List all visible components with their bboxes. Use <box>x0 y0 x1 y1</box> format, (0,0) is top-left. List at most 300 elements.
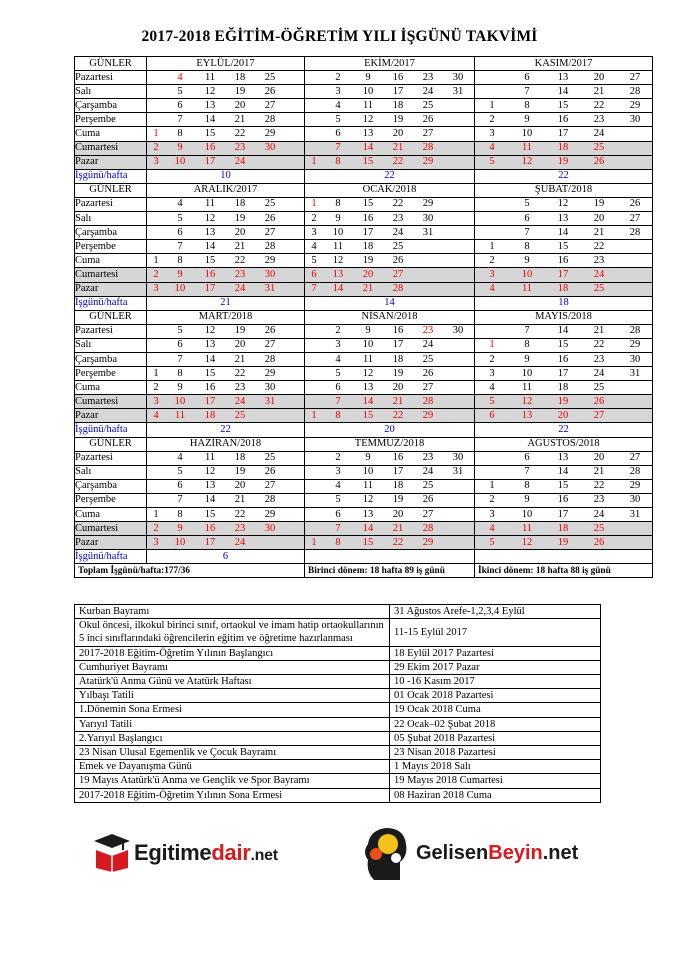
event-row <box>75 660 601 674</box>
event-date: 08 Haziran 2018 Cuma <box>390 788 601 802</box>
date-value: 14 <box>362 142 374 154</box>
day-name: Çarşamba <box>75 226 147 240</box>
month-days-cell <box>475 409 653 423</box>
month-days-cell <box>147 465 305 479</box>
date-value: 2 <box>489 494 495 506</box>
date-value: 20 <box>593 71 605 83</box>
date-value: 18 <box>392 99 404 111</box>
date-value: 6 <box>311 268 317 280</box>
workdays-value: 22 <box>475 423 653 437</box>
week-row <box>75 352 653 366</box>
date-value: 3 <box>335 85 341 97</box>
date-value: 25 <box>234 409 246 421</box>
month-days-cell <box>305 479 475 493</box>
calendar-table <box>74 56 653 578</box>
date-value: 20 <box>234 339 246 351</box>
date-value: 2 <box>489 113 495 125</box>
date-value: 14 <box>362 522 374 534</box>
date-value: 12 <box>362 113 374 125</box>
week-row <box>75 85 653 99</box>
date-value: 6 <box>177 480 183 492</box>
date-value: 31 <box>452 85 464 97</box>
date-value: 10 <box>174 536 186 548</box>
day-name: Pazar <box>75 155 147 169</box>
date-value: 21 <box>593 226 605 238</box>
workdays-label: İşgünü/hafta <box>75 296 147 310</box>
month-days-cell <box>475 212 653 226</box>
event-date: 11-15 Eylül 2017 <box>390 619 601 646</box>
date-value: 1 <box>153 254 159 266</box>
day-name: Salı <box>75 85 147 99</box>
month-days-cell <box>475 127 653 141</box>
month-days-cell <box>147 113 305 127</box>
date-value: 16 <box>557 113 569 125</box>
date-value: 9 <box>524 494 530 506</box>
month-days-cell <box>305 254 475 268</box>
day-name: Perşembe <box>75 367 147 381</box>
day-name: Salı <box>75 338 147 352</box>
day-name: Cuma <box>75 254 147 268</box>
event-row <box>75 605 601 619</box>
date-value: 24 <box>234 283 246 295</box>
workdays-value: 6 <box>147 550 305 564</box>
month-days-cell <box>475 99 653 113</box>
second-term-summary: İkinci dönem: 18 hafta 88 iş günü <box>475 564 653 578</box>
event-name: 19 Mayıs Atatürk'ü Anma ve Gençlik ve Spor Bayramı <box>75 774 390 788</box>
date-value: 17 <box>392 339 404 351</box>
date-value: 4 <box>489 381 495 393</box>
date-value: 8 <box>524 99 530 111</box>
date-value: 18 <box>362 240 374 252</box>
date-value: 12 <box>521 395 533 407</box>
event-date: 01 Ocak 2018 Pazartesi <box>390 689 601 703</box>
date-value: 6 <box>177 339 183 351</box>
week-row <box>75 197 653 211</box>
month-days-cell <box>475 268 653 282</box>
month-days-cell <box>305 409 475 423</box>
date-value: 22 <box>234 128 246 140</box>
date-value: 28 <box>422 142 434 154</box>
month-days-cell <box>475 282 653 296</box>
month-days-cell <box>475 508 653 522</box>
date-value: 29 <box>629 99 641 111</box>
date-value: 16 <box>557 494 569 506</box>
date-value: 19 <box>362 254 374 266</box>
date-value: 3 <box>489 508 495 520</box>
date-value: 7 <box>524 466 530 478</box>
date-value: 9 <box>177 381 183 393</box>
event-date: 31 Ağustos Arefe-1,2,3,4 Eylül <box>390 605 601 619</box>
week-row <box>75 155 653 169</box>
date-value: 15 <box>557 99 569 111</box>
week-row <box>75 127 653 141</box>
month-days-cell <box>305 141 475 155</box>
date-value: 24 <box>593 268 605 280</box>
date-value: 18 <box>392 480 404 492</box>
event-name: Okul öncesi, ilkokul birinci sınıf, ortaokul ve imam hatip ortaokullarının 5 inci sınıflarındaki öğrencilerin eğitim ve öğretime hazırlanması <box>75 619 390 646</box>
date-value: 5 <box>524 198 530 210</box>
date-value: 23 <box>593 353 605 365</box>
date-value: 14 <box>204 494 216 506</box>
date-value: 3 <box>335 339 341 351</box>
date-value: 29 <box>264 367 276 379</box>
month-days-cell <box>475 367 653 381</box>
month-header: MART/2018 <box>147 310 305 324</box>
month-days-cell <box>475 254 653 268</box>
egitimedair-logo: Egitimedair.net <box>92 832 312 872</box>
date-value: 6 <box>489 409 495 421</box>
date-value: 12 <box>557 198 569 210</box>
date-value: 30 <box>264 268 276 280</box>
date-value: 27 <box>422 128 434 140</box>
date-value: 10 <box>521 268 533 280</box>
date-value: 4 <box>335 480 341 492</box>
date-value: 17 <box>204 156 216 168</box>
date-value: 2 <box>153 381 159 393</box>
workdays-value: 22 <box>475 169 653 183</box>
graduation-book-icon <box>92 832 132 872</box>
first-term-summary: Birinci dönem: 18 hafta 89 iş günü <box>305 564 475 578</box>
date-value: 3 <box>311 226 317 238</box>
month-days-cell <box>475 155 653 169</box>
day-name: Cumartesi <box>75 395 147 409</box>
date-value: 19 <box>234 325 246 337</box>
date-value: 6 <box>524 452 530 464</box>
date-value: 26 <box>264 85 276 97</box>
event-name: Kurban Bayramı <box>75 605 390 619</box>
date-value: 16 <box>204 381 216 393</box>
date-value: 26 <box>593 395 605 407</box>
date-value: 5 <box>177 212 183 224</box>
date-value: 21 <box>593 85 605 97</box>
date-value: 2 <box>311 212 317 224</box>
date-value: 1 <box>153 128 159 140</box>
date-value: 8 <box>524 240 530 252</box>
date-value: 21 <box>234 494 246 506</box>
date-value: 26 <box>629 198 641 210</box>
date-value: 16 <box>362 212 374 224</box>
date-value: 4 <box>335 99 341 111</box>
date-value: 23 <box>422 325 434 337</box>
date-value: 4 <box>177 198 183 210</box>
date-value: 8 <box>177 128 183 140</box>
date-value: 3 <box>489 367 495 379</box>
month-header: HAZİRAN/2018 <box>147 437 305 451</box>
date-value: 21 <box>593 325 605 337</box>
month-days-cell <box>147 85 305 99</box>
month-days-cell <box>475 113 653 127</box>
date-value: 10 <box>362 85 374 97</box>
event-row <box>75 703 601 717</box>
date-value: 24 <box>422 339 434 351</box>
date-value: 25 <box>593 381 605 393</box>
date-value: 9 <box>524 254 530 266</box>
month-days-cell <box>147 127 305 141</box>
event-row <box>75 788 601 802</box>
month-days-cell <box>147 451 305 465</box>
day-name: Cuma <box>75 127 147 141</box>
event-date: 29 Ekim 2017 Pazar <box>390 660 601 674</box>
month-days-cell <box>147 508 305 522</box>
date-value: 20 <box>593 452 605 464</box>
date-value: 20 <box>234 226 246 238</box>
date-value: 29 <box>629 339 641 351</box>
date-value: 11 <box>362 99 374 111</box>
date-value: 13 <box>362 508 374 520</box>
week-row <box>75 240 653 254</box>
date-value: 12 <box>204 212 216 224</box>
date-value: 13 <box>362 381 374 393</box>
date-value: 20 <box>593 212 605 224</box>
date-value: 11 <box>362 353 374 365</box>
date-value: 15 <box>204 128 216 140</box>
date-value: 12 <box>521 156 533 168</box>
date-value: 6 <box>177 226 183 238</box>
event-row <box>75 731 601 745</box>
month-days-cell <box>305 493 475 507</box>
date-value: 17 <box>204 395 216 407</box>
workdays-value: 21 <box>147 296 305 310</box>
month-days-cell <box>147 479 305 493</box>
date-value: 25 <box>264 198 276 210</box>
event-name: 2017-2018 Eğitim-Öğretim Yılının Başlangıcı <box>75 646 390 660</box>
date-value: 15 <box>557 339 569 351</box>
date-value: 29 <box>264 254 276 266</box>
date-value: 31 <box>264 283 276 295</box>
date-value: 2 <box>153 142 159 154</box>
date-value: 29 <box>264 508 276 520</box>
day-name: Çarşamba <box>75 479 147 493</box>
date-value: 22 <box>392 156 404 168</box>
month-days-cell <box>147 536 305 550</box>
month-days-cell <box>475 465 653 479</box>
date-value: 2 <box>335 452 341 464</box>
date-value: 21 <box>234 240 246 252</box>
week-row <box>75 338 653 352</box>
date-value: 31 <box>452 466 464 478</box>
date-value: 8 <box>177 508 183 520</box>
month-days-cell <box>305 113 475 127</box>
month-days-cell <box>147 155 305 169</box>
date-value: 7 <box>177 353 183 365</box>
date-value: 30 <box>629 353 641 365</box>
date-value: 13 <box>204 480 216 492</box>
month-days-cell <box>475 85 653 99</box>
date-value: 1 <box>153 508 159 520</box>
month-days-cell <box>305 522 475 536</box>
date-value: 16 <box>557 353 569 365</box>
month-days-cell <box>147 352 305 366</box>
date-value: 11 <box>204 71 216 83</box>
date-value: 20 <box>234 99 246 111</box>
date-value: 7 <box>335 395 341 407</box>
week-row <box>75 71 653 85</box>
date-value: 6 <box>335 381 341 393</box>
month-header: MAYIS/2018 <box>475 310 653 324</box>
date-value: 5 <box>489 395 495 407</box>
date-value: 12 <box>204 85 216 97</box>
date-value: 18 <box>234 71 246 83</box>
date-value: 27 <box>264 480 276 492</box>
date-value: 20 <box>362 268 374 280</box>
date-value: 5 <box>177 85 183 97</box>
date-value: 14 <box>557 325 569 337</box>
date-value: 29 <box>629 480 641 492</box>
date-value: 5 <box>311 254 317 266</box>
date-value: 1 <box>489 480 495 492</box>
week-row <box>75 282 653 296</box>
total-workdays: Toplam İşgünü/hafta:177/36 <box>75 564 305 578</box>
day-name: Pazartesi <box>75 197 147 211</box>
event-name: 23 Nisan Ulusal Egemenlik ve Çocuk Bayramı <box>75 746 390 760</box>
month-days-cell <box>475 240 653 254</box>
date-value: 28 <box>629 226 641 238</box>
date-value: 16 <box>392 325 404 337</box>
date-value: 23 <box>593 254 605 266</box>
date-value: 2 <box>153 522 159 534</box>
date-value: 14 <box>557 85 569 97</box>
date-value: 3 <box>153 536 159 548</box>
month-days-cell <box>147 395 305 409</box>
date-value: 26 <box>392 254 404 266</box>
event-name: Yarıyıl Tatili <box>75 717 390 731</box>
date-value: 5 <box>177 325 183 337</box>
date-value: 17 <box>204 536 216 548</box>
date-value: 28 <box>264 494 276 506</box>
date-value: 1 <box>311 156 317 168</box>
month-header: ŞUBAT/2018 <box>475 183 653 197</box>
month-days-cell <box>475 381 653 395</box>
date-value: 19 <box>234 212 246 224</box>
date-value: 28 <box>629 325 641 337</box>
date-value: 1 <box>311 198 317 210</box>
event-date: 22 Ocak–02 Şubat 2018 <box>390 717 601 731</box>
date-value: 28 <box>422 522 434 534</box>
date-value: 26 <box>264 466 276 478</box>
month-days-cell <box>305 536 475 550</box>
date-value: 8 <box>335 409 341 421</box>
day-name: Çarşamba <box>75 352 147 366</box>
month-days-cell <box>147 493 305 507</box>
date-value: 19 <box>593 198 605 210</box>
month-header: EKİM/2017 <box>305 57 475 71</box>
date-value: 7 <box>311 283 317 295</box>
event-name: 2017-2018 Eğitim-Öğretim Yılının Sona Ermesi <box>75 788 390 802</box>
date-value: 13 <box>557 71 569 83</box>
date-value: 6 <box>335 128 341 140</box>
date-value: 1 <box>311 536 317 548</box>
date-value: 22 <box>234 254 246 266</box>
date-value: 17 <box>557 508 569 520</box>
date-value: 18 <box>234 452 246 464</box>
month-header: EYLÜL/2017 <box>147 57 305 71</box>
date-value: 18 <box>234 198 246 210</box>
event-date: 19 Ocak 2018 Cuma <box>390 703 601 717</box>
date-value: 28 <box>264 240 276 252</box>
day-name: Cumartesi <box>75 522 147 536</box>
month-days-cell <box>305 338 475 352</box>
date-value: 26 <box>422 494 434 506</box>
date-value: 22 <box>392 409 404 421</box>
date-value: 16 <box>392 452 404 464</box>
date-value: 21 <box>593 466 605 478</box>
week-row <box>75 409 653 423</box>
event-name: Yılbaşı Tatili <box>75 689 390 703</box>
workdays-value: 22 <box>305 169 475 183</box>
workdays-value: 10 <box>147 169 305 183</box>
date-value: 27 <box>422 508 434 520</box>
date-value: 21 <box>392 522 404 534</box>
date-value: 21 <box>234 353 246 365</box>
date-value: 12 <box>362 494 374 506</box>
week-row <box>75 451 653 465</box>
week-row <box>75 113 653 127</box>
date-value: 9 <box>177 142 183 154</box>
event-row <box>75 774 601 788</box>
date-value: 31 <box>264 395 276 407</box>
date-value: 30 <box>452 325 464 337</box>
date-value: 29 <box>422 156 434 168</box>
date-value: 25 <box>422 353 434 365</box>
workdays-label: İşgünü/hafta <box>75 550 147 564</box>
date-value: 6 <box>524 71 530 83</box>
date-value: 11 <box>521 142 533 154</box>
date-value: 27 <box>629 71 641 83</box>
date-value: 6 <box>177 99 183 111</box>
day-name: Cuma <box>75 381 147 395</box>
date-value: 9 <box>365 325 371 337</box>
date-value: 27 <box>392 268 404 280</box>
date-value: 4 <box>311 240 317 252</box>
month-days-cell <box>305 226 475 240</box>
day-name: Pazartesi <box>75 451 147 465</box>
week-row <box>75 141 653 155</box>
month-days-cell <box>147 71 305 85</box>
date-value: 23 <box>593 494 605 506</box>
event-date: 10 -16 Kasım 2017 <box>390 675 601 689</box>
week-row <box>75 268 653 282</box>
event-date: 18 Eylül 2017 Pazartesi <box>390 646 601 660</box>
days-header: GÜNLER <box>75 183 147 197</box>
days-header: GÜNLER <box>75 437 147 451</box>
event-date: 05 Şubat 2018 Pazartesi <box>390 731 601 745</box>
month-header: ARALIK/2017 <box>147 183 305 197</box>
date-value: 14 <box>332 283 344 295</box>
date-value: 15 <box>204 254 216 266</box>
date-value: 15 <box>362 198 374 210</box>
date-value: 16 <box>557 254 569 266</box>
date-value: 2 <box>335 325 341 337</box>
date-value: 22 <box>392 198 404 210</box>
date-value: 13 <box>557 452 569 464</box>
date-value: 4 <box>153 409 159 421</box>
date-value: 18 <box>557 283 569 295</box>
month-days-cell <box>147 197 305 211</box>
week-row <box>75 254 653 268</box>
date-value: 13 <box>557 212 569 224</box>
month-days-cell <box>305 352 475 366</box>
month-days-cell <box>475 226 653 240</box>
date-value: 24 <box>422 85 434 97</box>
date-value: 22 <box>392 536 404 548</box>
date-value: 11 <box>362 480 374 492</box>
date-value: 30 <box>264 522 276 534</box>
date-value: 5 <box>335 113 341 125</box>
date-value: 30 <box>422 212 434 224</box>
date-value: 1 <box>489 240 495 252</box>
date-value: 15 <box>362 156 374 168</box>
month-days-cell <box>305 367 475 381</box>
